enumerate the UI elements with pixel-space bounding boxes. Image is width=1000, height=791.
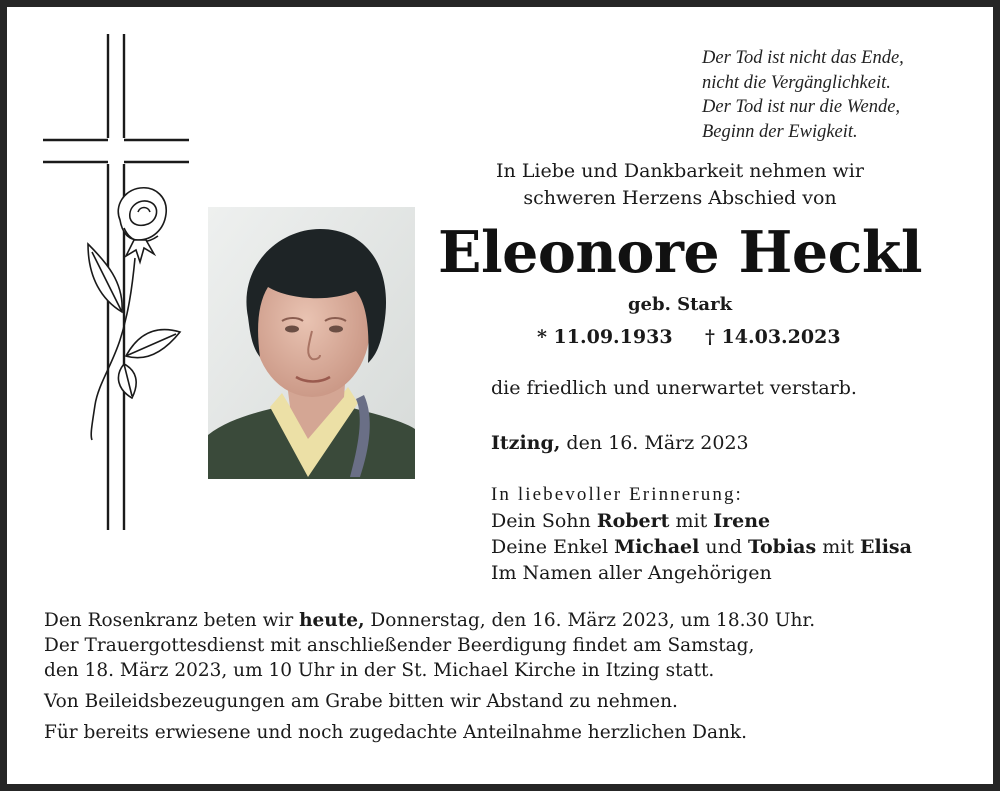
poem-line: Der Tod ist nur die Wende, [702, 97, 901, 117]
mourner-name: Elisa [860, 536, 912, 558]
funeral-line: Der Trauergottesdienst mit anschließender Beerdigung findet am Samstag, [44, 635, 755, 656]
mourner-name: Tobias [748, 536, 817, 558]
birth-date: * 11.09.1933 [537, 326, 673, 348]
mourner-name: Michael [614, 536, 700, 558]
passing-text: die friedlich und unerwartet verstarb. [491, 377, 857, 399]
intro-line: In Liebe und Dankbarkeit nehmen wir [496, 160, 864, 182]
poem [702, 46, 972, 144]
thanks-line: Für bereits erwiesene und noch zugedachte Anteilnahme herzlichen Dank. [44, 722, 747, 743]
death-date: † 14.03.2023 [705, 326, 841, 348]
poem-line: nicht die Vergänglichkeit. [702, 72, 891, 93]
mourner-text: Dein Sohn [491, 510, 597, 532]
intro-text [455, 158, 905, 212]
poem-line: Der Tod ist nicht das Ende, [702, 48, 904, 68]
condolence-line: Von Beileidsbezeugungen am Grabe bitten wir Abstand zu nehmen. [44, 691, 678, 712]
mourners-list [491, 508, 912, 586]
mourner-line-grandchildren [491, 534, 912, 560]
mourner-text: mit [669, 510, 714, 532]
deceased-name: Eleonore Heckl [438, 219, 922, 286]
maiden-name: geb. Stark [627, 294, 733, 315]
memory-heading: In liebevoller Erinnerung: [491, 484, 743, 505]
mourner-text: Deine Enkel [491, 536, 615, 558]
mourner-name: Irene [713, 510, 771, 532]
cross-with-rose-icon [40, 30, 190, 535]
mourner-line-relatives: Im Namen aller Angehörigen [491, 562, 772, 584]
place-date [491, 432, 749, 454]
service-emphasis: heute, [299, 610, 365, 631]
place: Itzing, [491, 432, 561, 454]
mourner-text: und [699, 536, 749, 558]
mourner-line-son [491, 508, 912, 534]
service-details [44, 608, 944, 745]
poem-line: Beginn der Ewigkeit. [702, 121, 858, 142]
service-text: Den Rosenkranz beten wir [44, 610, 300, 631]
date: den 16. März 2023 [560, 432, 749, 454]
rosary-line [44, 608, 944, 633]
intro-line: schweren Herzens Abschied von [523, 187, 837, 209]
portrait-photo [208, 207, 415, 479]
service-text: Donnerstag, den 16. März 2023, um 18.30 Uhr. [364, 610, 816, 631]
funeral-line: den 18. März 2023, um 10 Uhr in der St. Michael Kirche in Itzing statt. [44, 660, 715, 681]
mourner-text: mit [816, 536, 860, 558]
mourner-name: Robert [596, 510, 670, 532]
